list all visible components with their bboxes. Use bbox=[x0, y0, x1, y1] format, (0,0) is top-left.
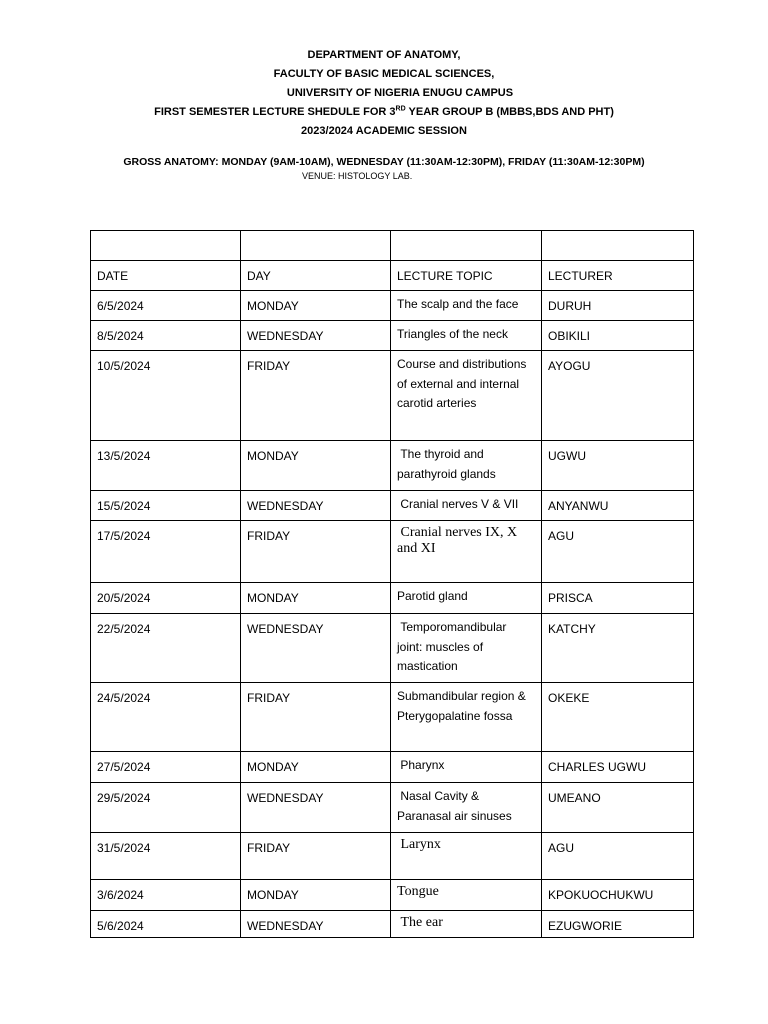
column-header-date: DATE bbox=[91, 261, 241, 291]
table-row bbox=[91, 321, 694, 351]
topic-cell: Triangles of the neck bbox=[391, 321, 542, 351]
empty-cell bbox=[391, 231, 542, 261]
lecturer-cell: UGWU bbox=[542, 441, 694, 491]
column-header-day: DAY bbox=[241, 261, 391, 291]
topic-cell: Larynx bbox=[391, 833, 542, 880]
lecturer-cell: AYOGU bbox=[542, 351, 694, 441]
date-cell: 31/5/2024 bbox=[91, 833, 241, 880]
date-cell: 8/5/2024 bbox=[91, 321, 241, 351]
topic-cell: Pharynx bbox=[391, 752, 542, 783]
day-cell: MONDAY bbox=[241, 583, 391, 614]
topic-cell: Temporomandibular joint: muscles of mastication bbox=[391, 614, 542, 683]
date-cell: 13/5/2024 bbox=[91, 441, 241, 491]
schedule-title-rest: YEAR GROUP B (MBBS,BDS AND PHT) bbox=[405, 106, 614, 118]
table-header-row bbox=[91, 261, 694, 291]
lecturer-cell: CHARLES UGWU bbox=[542, 752, 694, 783]
lecturer-cell: OBIKILI bbox=[542, 321, 694, 351]
day-cell: FRIDAY bbox=[241, 351, 391, 441]
lecturer-cell: EZUGWORIE bbox=[542, 911, 694, 938]
schedule-title-main: FIRST SEMESTER LECTURE SHEDULE FOR 3 bbox=[154, 106, 396, 118]
date-cell: 22/5/2024 bbox=[91, 614, 241, 683]
department-title: DEPARTMENT OF ANATOMY, bbox=[307, 49, 461, 61]
university-title: UNIVERSITY OF NIGERIA ENUGU CAMPUS bbox=[286, 87, 514, 99]
lecturer-cell: DURUH bbox=[542, 291, 694, 321]
date-cell: 15/5/2024 bbox=[91, 491, 241, 521]
academic-session: 2023/2024 ACADEMIC SESSION bbox=[301, 125, 467, 137]
date-cell: 3/6/2024 bbox=[91, 880, 241, 911]
lecturer-cell: AGU bbox=[542, 833, 694, 880]
topic-cell: Submandibular region & Pterygopalatine fossa bbox=[391, 683, 542, 752]
lecture-schedule-table bbox=[90, 230, 694, 938]
day-cell: WEDNESDAY bbox=[241, 911, 391, 938]
lecturer-cell: OKEKE bbox=[542, 683, 694, 752]
day-cell: WEDNESDAY bbox=[241, 321, 391, 351]
column-header-topic: LECTURE TOPIC bbox=[391, 261, 542, 291]
lecturer-cell: KPOKUOCHUKWU bbox=[542, 880, 694, 911]
date-cell: 27/5/2024 bbox=[91, 752, 241, 783]
table-row bbox=[91, 441, 694, 491]
day-cell: WEDNESDAY bbox=[241, 491, 391, 521]
venue-label: VENUE: HISTOLOGY LAB. bbox=[302, 171, 413, 181]
topic-cell: The scalp and the face bbox=[391, 291, 542, 321]
day-cell: WEDNESDAY bbox=[241, 783, 391, 833]
schedule-title bbox=[0, 105, 768, 120]
table-row bbox=[91, 683, 694, 752]
day-cell: WEDNESDAY bbox=[241, 614, 391, 683]
topic-cell: Nasal Cavity & Paranasal air sinuses bbox=[391, 783, 542, 833]
topic-cell: The ear bbox=[391, 911, 542, 938]
lecturer-cell: ANYANWU bbox=[542, 491, 694, 521]
topic-cell: The thyroid and parathyroid glands bbox=[391, 441, 542, 491]
column-header-lecturer: LECTURER bbox=[542, 261, 694, 291]
empty-cell bbox=[542, 231, 694, 261]
day-cell: MONDAY bbox=[241, 752, 391, 783]
date-cell: 17/5/2024 bbox=[91, 521, 241, 583]
topic-cell: Parotid gland bbox=[391, 583, 542, 614]
topic-cell: Cranial nerves V & VII bbox=[391, 491, 542, 521]
table-row bbox=[91, 614, 694, 683]
table-row bbox=[91, 291, 694, 321]
table-row bbox=[91, 783, 694, 833]
empty-row bbox=[91, 231, 694, 261]
date-cell: 29/5/2024 bbox=[91, 783, 241, 833]
date-cell: 20/5/2024 bbox=[91, 583, 241, 614]
table-row bbox=[91, 880, 694, 911]
faculty-title: FACULTY OF BASIC MEDICAL SCIENCES, bbox=[273, 68, 495, 80]
day-cell: MONDAY bbox=[241, 441, 391, 491]
lecturer-cell: UMEANO bbox=[542, 783, 694, 833]
day-cell: FRIDAY bbox=[241, 521, 391, 583]
date-cell: 24/5/2024 bbox=[91, 683, 241, 752]
table-row bbox=[91, 491, 694, 521]
table-row bbox=[91, 911, 694, 938]
day-cell: MONDAY bbox=[241, 291, 391, 321]
date-cell: 10/5/2024 bbox=[91, 351, 241, 441]
lecturer-cell: AGU bbox=[542, 521, 694, 583]
schedule-title-superscript: RD bbox=[395, 105, 406, 113]
table-row bbox=[91, 752, 694, 783]
table-row bbox=[91, 351, 694, 441]
empty-cell bbox=[241, 231, 391, 261]
day-cell: FRIDAY bbox=[241, 683, 391, 752]
topic-cell: Tongue bbox=[391, 880, 542, 911]
lecturer-cell: KATCHY bbox=[542, 614, 694, 683]
table-row bbox=[91, 583, 694, 614]
topic-cell: Course and distributions of external and internal carotid arteries bbox=[391, 351, 542, 441]
lecturer-cell: PRISCA bbox=[542, 583, 694, 614]
date-cell: 6/5/2024 bbox=[91, 291, 241, 321]
topic-cell: Cranial nerves IX, X and XI bbox=[391, 521, 542, 583]
table-row bbox=[91, 521, 694, 583]
empty-cell bbox=[91, 231, 241, 261]
day-cell: FRIDAY bbox=[241, 833, 391, 880]
day-cell: MONDAY bbox=[241, 880, 391, 911]
table-row bbox=[91, 833, 694, 880]
gross-anatomy-times: GROSS ANATOMY: MONDAY (9AM-10AM), WEDNESDAY (11:30AM-12:30PM), FRIDAY (11:30AM-12:30PM) bbox=[123, 156, 645, 168]
date-cell: 5/6/2024 bbox=[91, 911, 241, 938]
